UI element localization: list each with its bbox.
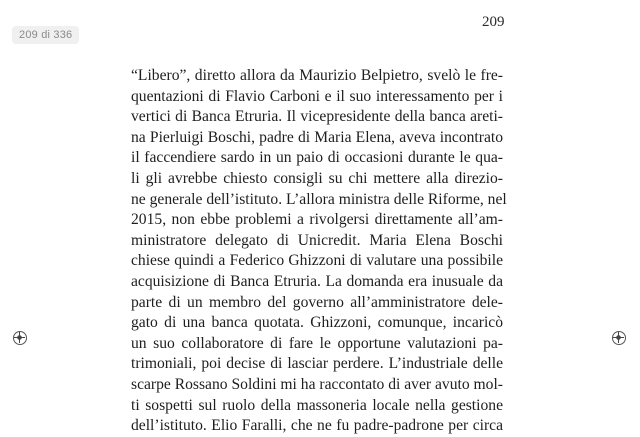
text-line: ministratore delegato di Unicredit. Maria Elena Boschi (131, 231, 503, 249)
text-line: ne generale dell’istituto. L’allora ministra delle Riforme, nel (131, 190, 507, 208)
text-line: ti sospetti sul ruolo della massoneria locale nella gestione (131, 396, 503, 414)
crosshair-circle-icon (613, 332, 624, 343)
text-line: chiese quindi a Federico Ghizzoni di valutare una possibile (131, 252, 503, 270)
text-line: vertici di Banca Etruria. Il vicepresidente della banca areti- (131, 108, 503, 126)
text-line: quentazioni di Flavio Carboni e il suo interessamento per i (131, 87, 503, 105)
right-margin-handle[interactable] (612, 331, 626, 345)
crosshair-circle-icon (14, 332, 25, 343)
text-line: un suo collaboratore di fare le opportune valutazioni pa- (131, 334, 503, 352)
left-margin-handle[interactable] (13, 331, 27, 345)
page-body-text (131, 66, 507, 437)
text-line: il faccendiere sardo in un paio di occasioni durante le qua- (131, 149, 503, 167)
text-line: 2015, non ebbe problemi a rivolgersi direttamente all’am- (131, 211, 503, 229)
text-line: gato di una banca quotata. Ghizzoni, comunque, incaricò (131, 314, 503, 332)
text-line: dell’istituto. Elio Faralli, che ne fu padre-padrone per circa (131, 417, 503, 435)
text-line: li gli avrebbe chiesto consigli su chi mettere alla direzio- (131, 169, 503, 187)
text-line: scarpe Rossano Soldini mi ha raccontato di aver avuto mol- (131, 375, 503, 393)
text-line: acquisizione di Banca Etruria. La domanda era inusuale da (131, 272, 503, 290)
text-line: “Libero”, diretto allora da Maurizio Belpietro, svelò le fre- (131, 67, 503, 84)
page-number: 209 (482, 14, 505, 30)
text-line: parte di un membro del governo all’amministratore dele- (131, 293, 503, 311)
text-line: trimoniali, poi decise di lasciar perdere. L’industriale delle (131, 355, 503, 373)
page-indicator: 209 di 336 (12, 26, 79, 44)
text-line: na Pierluigi Boschi, padre di Maria Elena, aveva incontrato (131, 128, 503, 146)
